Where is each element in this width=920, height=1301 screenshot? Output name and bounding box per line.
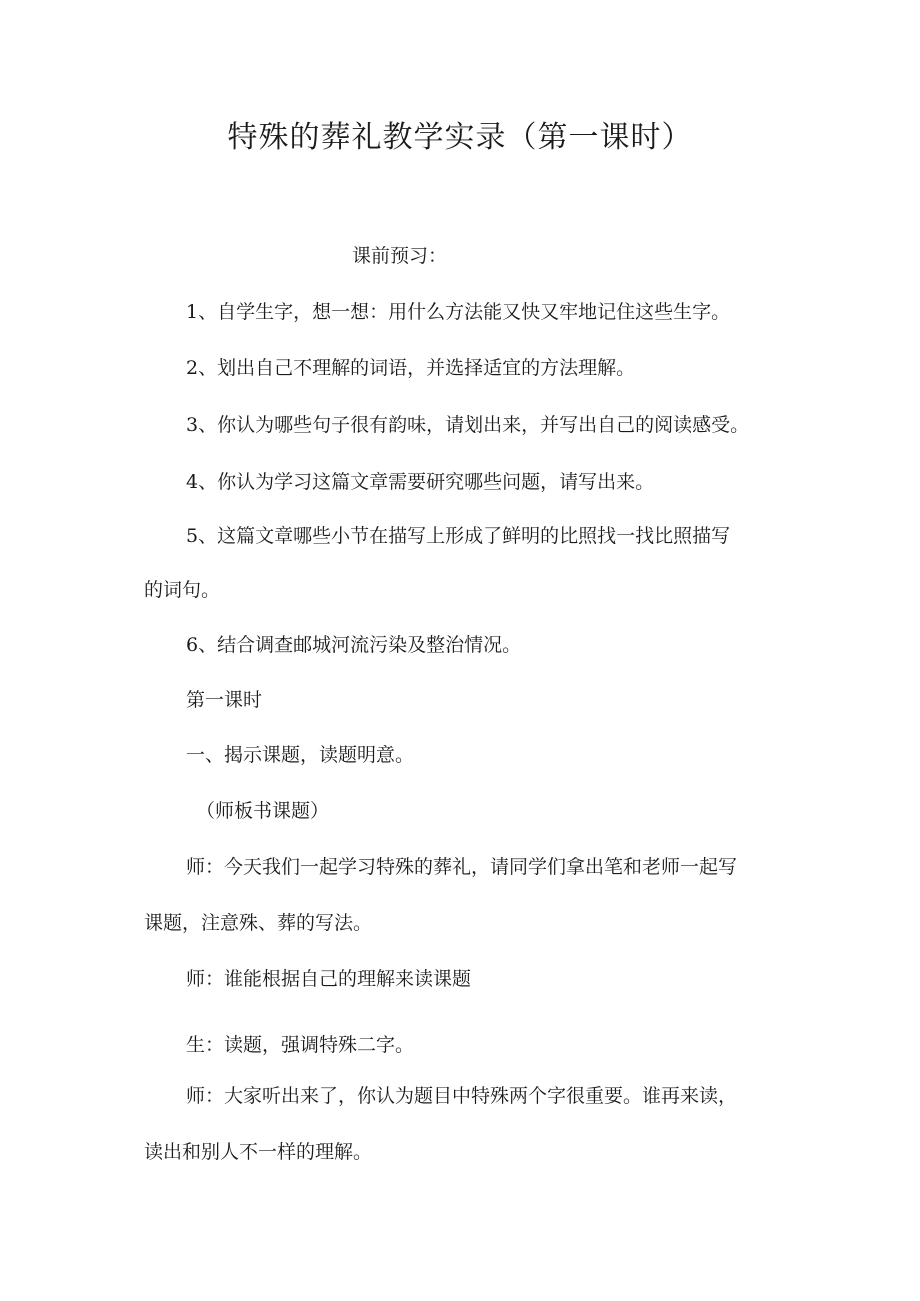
dialogue-line-5: 师：大家听出来了，你认为题目中特殊两个字很重要。谁再来读， <box>186 1085 738 1107</box>
dialogue-line-2: 课题，注意殊、葬的写法。 <box>144 912 373 934</box>
preview-item-1: 1、自学生字，想一想：用什么方法能又快又牢地记住这些生字。 <box>186 301 731 323</box>
section-heading: 第一课时 <box>186 689 263 711</box>
document-title: 特殊的葬礼教学实录（第一课时） <box>227 120 693 155</box>
dialogue-line-3: 师：谁能根据自己的理解来读课题 <box>186 968 472 990</box>
dialogue-line-6: 读出和别人不一样的理解。 <box>144 1141 373 1163</box>
board-note: （师板书课题） <box>196 800 330 822</box>
dialogue-line-4: 生：读题，强调特殊二字。 <box>186 1034 415 1056</box>
step-heading: 一、揭示课题，读题明意。 <box>186 744 415 766</box>
preview-item-2: 2、划出自己不理解的词语，并选择适宜的方法理解。 <box>186 357 636 379</box>
preview-item-6: 6、结合调查邮城河流污染及整治情况。 <box>186 634 522 656</box>
dialogue-line-1: 师：今天我们一起学习特殊的葬礼，请同学们拿出笔和老师一起写 <box>186 856 738 878</box>
preview-item-3: 3、你认为哪些句子很有韵味，请划出来，并写出自己的阅读感受。 <box>186 414 750 436</box>
preview-item-5: 5、这篇文章哪些小节在描写上形成了鲜明的比照找一找比照描写 <box>186 525 731 547</box>
preview-item-5-continued: 的词句。 <box>144 579 221 601</box>
preview-item-4: 4、你认为学习这篇文章需要研究哪些问题，请写出来。 <box>186 471 655 493</box>
preview-heading: 课前预习： <box>352 245 448 267</box>
